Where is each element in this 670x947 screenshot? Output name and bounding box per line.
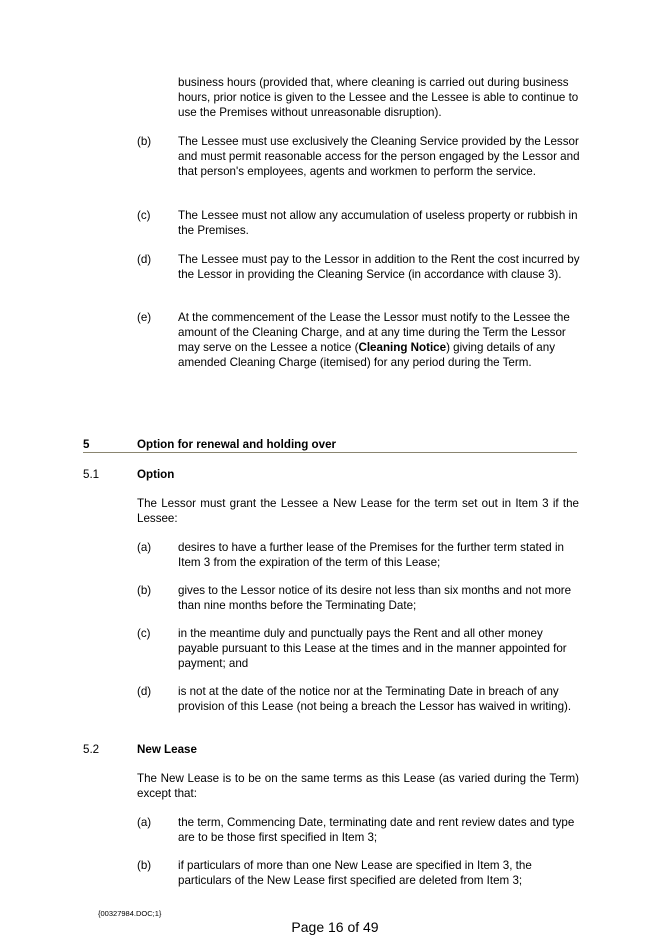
item-label: (b) [137,135,152,148]
paragraph [178,310,580,370]
section-number: 5 [83,438,90,451]
item-label: (c) [137,627,151,640]
text: At the commencement of the Lease the Lessor must notify to the Lessee the amount of the Cleaning Charge, and at any time during the Term the Lessor may serve on the Lessee a notice ( [178,311,570,354]
item-label: (c) [137,209,151,222]
paragraph: desires to have a further lease of the Premises for the further term stated in Item 3 from the expiration of the term of this Lease; [178,541,565,569]
heading-rule [83,452,577,453]
item-label: (b) [137,859,152,872]
defined-term: Cleaning Notice [358,341,447,354]
paragraph: if particulars of more than one New Lease are specified in Item 3, the particulars of the New Lease first specified are deleted from Item 3; [178,859,532,887]
item-label: (d) [137,685,152,698]
paragraph: the term, Commencing Date, terminating date and rent review dates and type are to be those first specified in Item 3; [178,816,575,844]
item-label: (b) [137,584,152,597]
item-label: (d) [137,253,152,266]
item-label: (a) [137,816,152,829]
page-number: Page 16 of 49 [291,919,379,935]
subsection-number: 5.2 [83,743,100,756]
subsection-number: 5.1 [83,468,100,481]
paragraph: in the meantime duly and punctually pays the Rent and all other money payable pursuant to this Lease at the times and in the manner appointed for payment; and [178,627,567,670]
subsection-title: Option [137,468,175,481]
paragraph: The Lessee must use exclusively the Cleaning Service provided by the Lessor and must permit reasonable access for the person engaged by the Lessor and that person's employees, agents and workmen to perform the service. [178,135,580,178]
paragraph: The Lessor must grant the Lessee a New Lease for the term set out in Item 3 if the Lessee: [137,497,579,525]
paragraph: The Lessee must pay to the Lessor in addition to the Rent the cost incurred by the Lessor in providing the Cleaning Service (in accordance with clause 3). [178,253,580,281]
paragraph: business hours (provided that, where cleaning is carried out during business hours, prior notice is given to the Lessee and the Lessee is able to continue to use the Premises without unreasonable disruption). [178,76,579,119]
item-label: (a) [137,541,152,554]
paragraph: is not at the date of the notice nor at the Terminating Date in breach of any provision of this Lease (not being a breach the Lessor has waived in writing). [178,685,572,713]
text: ) giving details of any amended Cleaning Charge (itemised) for any period during the Term. [178,341,555,369]
paragraph: The Lessee must not allow any accumulation of useless property or rubbish in the Premises. [178,209,578,237]
document-reference: {00327984.DOC;1} [98,909,162,918]
section-title: Option for renewal and holding over [137,438,337,451]
item-label: (e) [137,311,152,324]
subsection-title: New Lease [137,743,197,756]
paragraph: The New Lease is to be on the same terms as this Lease (as varied during the Term) except that: [137,772,579,800]
paragraph: gives to the Lessor notice of its desire not less than six months and not more than nine months before the Terminating Date; [178,584,572,612]
